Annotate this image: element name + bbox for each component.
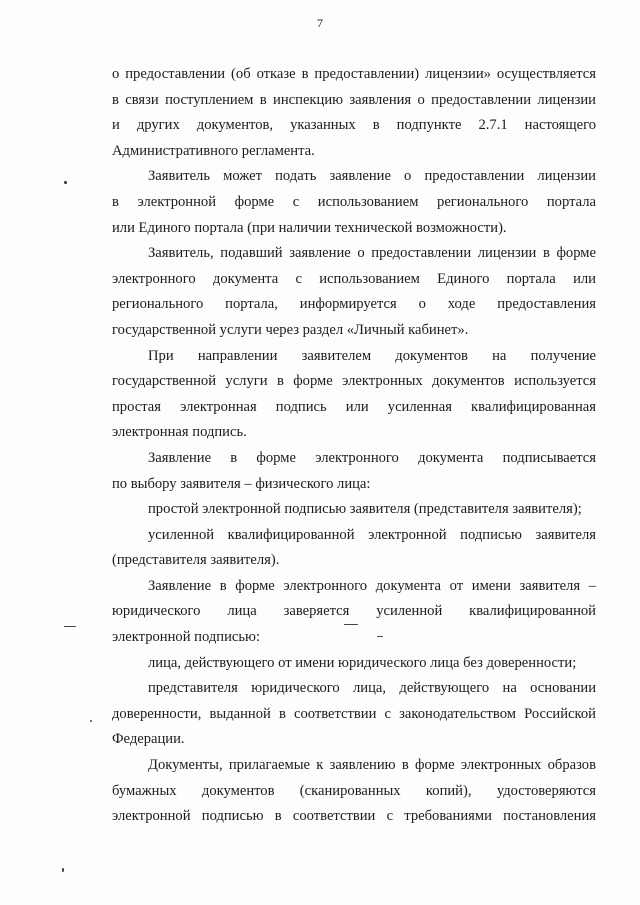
text-line: лица, действующего от имени юридического лица без доверенности; [148,654,577,671]
text-line: (представителя заявителя). [112,552,280,569]
text-line: Федерации. [112,731,185,748]
text-line: Заявитель может подать заявление о предоставлении лицензии [148,168,596,185]
text-line: электронной подписью: [112,629,261,646]
text-line: электронной подписью в соответствии с требованиями постановления [112,808,596,825]
page-number: 7 [317,16,323,30]
scan-speck [344,624,358,625]
text-line: бумажных документов (сканированных копий), удостоверяются [112,782,596,799]
text-line: и других документов, указанных в подпункте 2.7.1 настоящего [112,117,596,134]
text-line: в связи поступлением в инспекцию заявления о предоставлении лицензии [112,91,596,108]
text-line: электронного документа с использованием Единого портала или [112,270,596,287]
text-line: При направлении заявителем документов на получение [148,347,596,364]
text-line: электронная подпись. [112,424,247,441]
text-line: доверенности, выданной в соответствии с законодательством Российской [112,705,596,722]
text-line: усиленной квалифицированной электронной подписью заявителя [148,526,596,543]
text-line: Административного регламента. [112,142,315,159]
text-line: простая электронная подпись или усиленная квалифицированная [112,398,596,415]
text-line: в электронной форме с использованием регионального портала [112,193,596,210]
document-body [112,62,596,830]
text-line: представителя юридического лица, действующего на основании [148,680,596,697]
text-line: Документы, прилагаемые к заявлению в форме электронных образов [148,757,596,774]
scan-speck [62,868,64,872]
text-line: регионального портала, информируется о ходе предоставления [112,296,596,313]
text-line: о предоставлении (об отказе в предоставлении) лицензии» осуществляется [112,66,596,82]
text-line: Заявление в форме электронного документа подписывается [148,449,596,466]
text-line: Заявитель, подавший заявление о предоставлении лицензии в форме [148,245,596,262]
text-line: государственной услуги через раздел «Личный кабинет». [112,321,469,338]
scan-speck [64,181,67,184]
text-line: юридического лица заверяется усиленной квалифицированной [112,603,596,620]
scan-speck [64,626,76,627]
text-line: по выбору заявителя – физического лица: [112,475,371,492]
text-line: государственной услуги в форме электронных документов используется [112,373,596,390]
text-line: или Единого портала (при наличии технической возможности). [112,219,507,236]
scan-speck [377,636,383,637]
text-line: простой электронной подписью заявителя (представителя заявителя); [148,501,582,518]
scan-speck [90,720,92,722]
text-line: Заявление в форме электронного документа от имени заявителя – [148,577,596,594]
